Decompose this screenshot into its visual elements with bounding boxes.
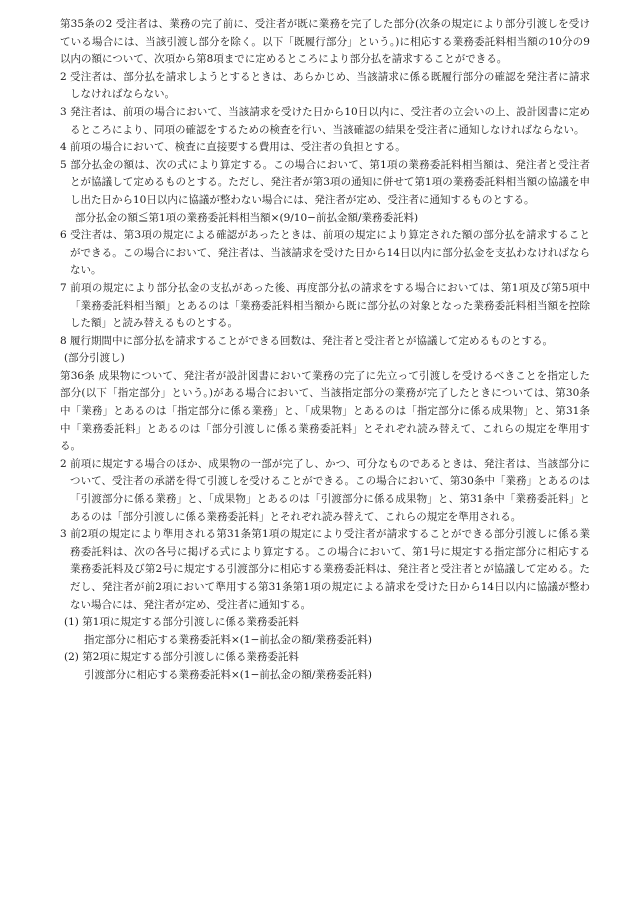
article-35-2-paragraph-6: 6 受注者は、第3項の規定による確認があったときは、前項の規定により算定された額の部分払を請求することができる。この場合において、発注者は、当該請求を受けた日から14日以内に部分払金を支払わなければならない。 xyxy=(60,229,590,277)
article-36-item-1-formula: 指定部分に相応する業務委託料×(1−前払金の額/業務委託料) xyxy=(84,633,373,646)
article-35-2-paragraph-7: 7 前項の規定により部分払金の支払があった後、再度部分払の請求をする場合においては、第1項及び第5項中「業務委託料相当額」とあるのは「業務委託料相当額から既に部分払の対象となった業務委託料相当額を控除した額」と読み替えるものとする。 xyxy=(60,281,590,330)
partial-payment-formula: 部分払金の額≦第1項の業務委託料相当額×(9/10−前払金額/業務委託料) xyxy=(75,211,419,224)
article-36-caption: (部分引渡し) xyxy=(64,352,125,365)
article-35-2-paragraph-3: 3 発注者は、前項の場合において、当該請求を受けた日から10日以内に、受注者の立会いの上、設計図書に定めるところにより、同項の確認をするための検査を行い、当該確認の結果を受注者に通知しなければならない。 xyxy=(60,105,590,136)
article-36-item-2-formula: 引渡部分に相応する業務委託料×(1−前払金の額/業務委託料) xyxy=(84,668,373,681)
article-35-2-paragraph-2: 2 受注者は、部分払を請求しようとするときは、あらかじめ、当該請求に係る既履行部分の確認を発注者に請求しなければならない。 xyxy=(60,70,590,101)
article-36-item-1-title: (1) 第1項に規定する部分引渡しに係る業務委託料 xyxy=(64,616,299,629)
article-35-2-paragraph-8: 8 履行期間中に部分払を請求することができる回数は、発注者と受注者とが協議して定めるものとする。 xyxy=(60,334,554,347)
article-36-paragraph-3: 3 前2項の規定により準用される第31条第1項の規定により受注者が請求することができる部分引渡しに係る業務委託料は、次の各号に掲げる式により算定する。この場合において、第1号に規定する指定部分に相応する業務委託料及び第2号に規定する引渡部分に相応する業務委託料は、発注者と受注者とが協議して定める。ただし、発注者が前2項において準用する第31条第1項の規定による請求を受けた日から14日以内に協議が整わない場合には、発注者が定め、受注者に通知する。 xyxy=(60,528,590,611)
article-36-paragraph-2: 2 前項に規定する場合のほか、成果物の一部が完了し、かつ、可分なものであるときは、発注者は、当該部分について、受注者の承諾を得て引渡しを受けることができる。この場合において、第30条中「業務」とあるのは「引渡部分に係る業務」と、「成果物」とあるのは「引渡部分に係る成果物」と、第31条中「業務委託料」とあるのは「部分引渡しに係る業務委託料」とそれぞれ読み替えて、これらの規定を準用される。 xyxy=(60,457,590,523)
article-35-2-paragraph-5: 5 部分払金の額は、次の式により算定する。この場合において、第1項の業務委託料相当額は、発注者と受注者とが協議して定めるものとする。ただし、発注者が第3項の通知に併せて第1項の業務委託料相当額の協議を申し出た日から10日以内に協議が整わない場合には、発注者が定め、受注者に通知するものとする。 xyxy=(60,158,590,206)
article-35-2-paragraph-4: 4 前項の場合において、検査に直接要する費用は、受注者の負担とする。 xyxy=(60,141,406,154)
article-36-item-2-title: (2) 第2項に規定する部分引渡しに係る業務委託料 xyxy=(64,651,299,664)
article-35-2-paragraph-1: 第35条の2 受注者は、業務の完了前に、受注者が既に業務を完了した部分(次条の規定により部分引渡しを受けている場合には、当該引渡し部分を除く。以下「既履行部分」という。)に相応する業務委託料相当額の10分の9以内の額について、次項から第8項までに定めるところにより部分払を請求することができる。 xyxy=(60,18,590,66)
article-36-paragraph-1: 第36条 成果物について、発注者が設計図書において業務の完了に先立って引渡しを受けるべきことを指定した部分(以下「指定部分」という。)がある場合において、当該指定部分の業務が完了したときについては、第30条中「業務」とあるのは「指定部分に係る業務」と、「成果物」とあるのは「指定部分に係る成果物」と、第31条中「業務委託料」とあるのは「部分引渡しに係る業務委託料」とそれぞれ読み替えて、これらの規定を準用する。 xyxy=(60,369,590,453)
